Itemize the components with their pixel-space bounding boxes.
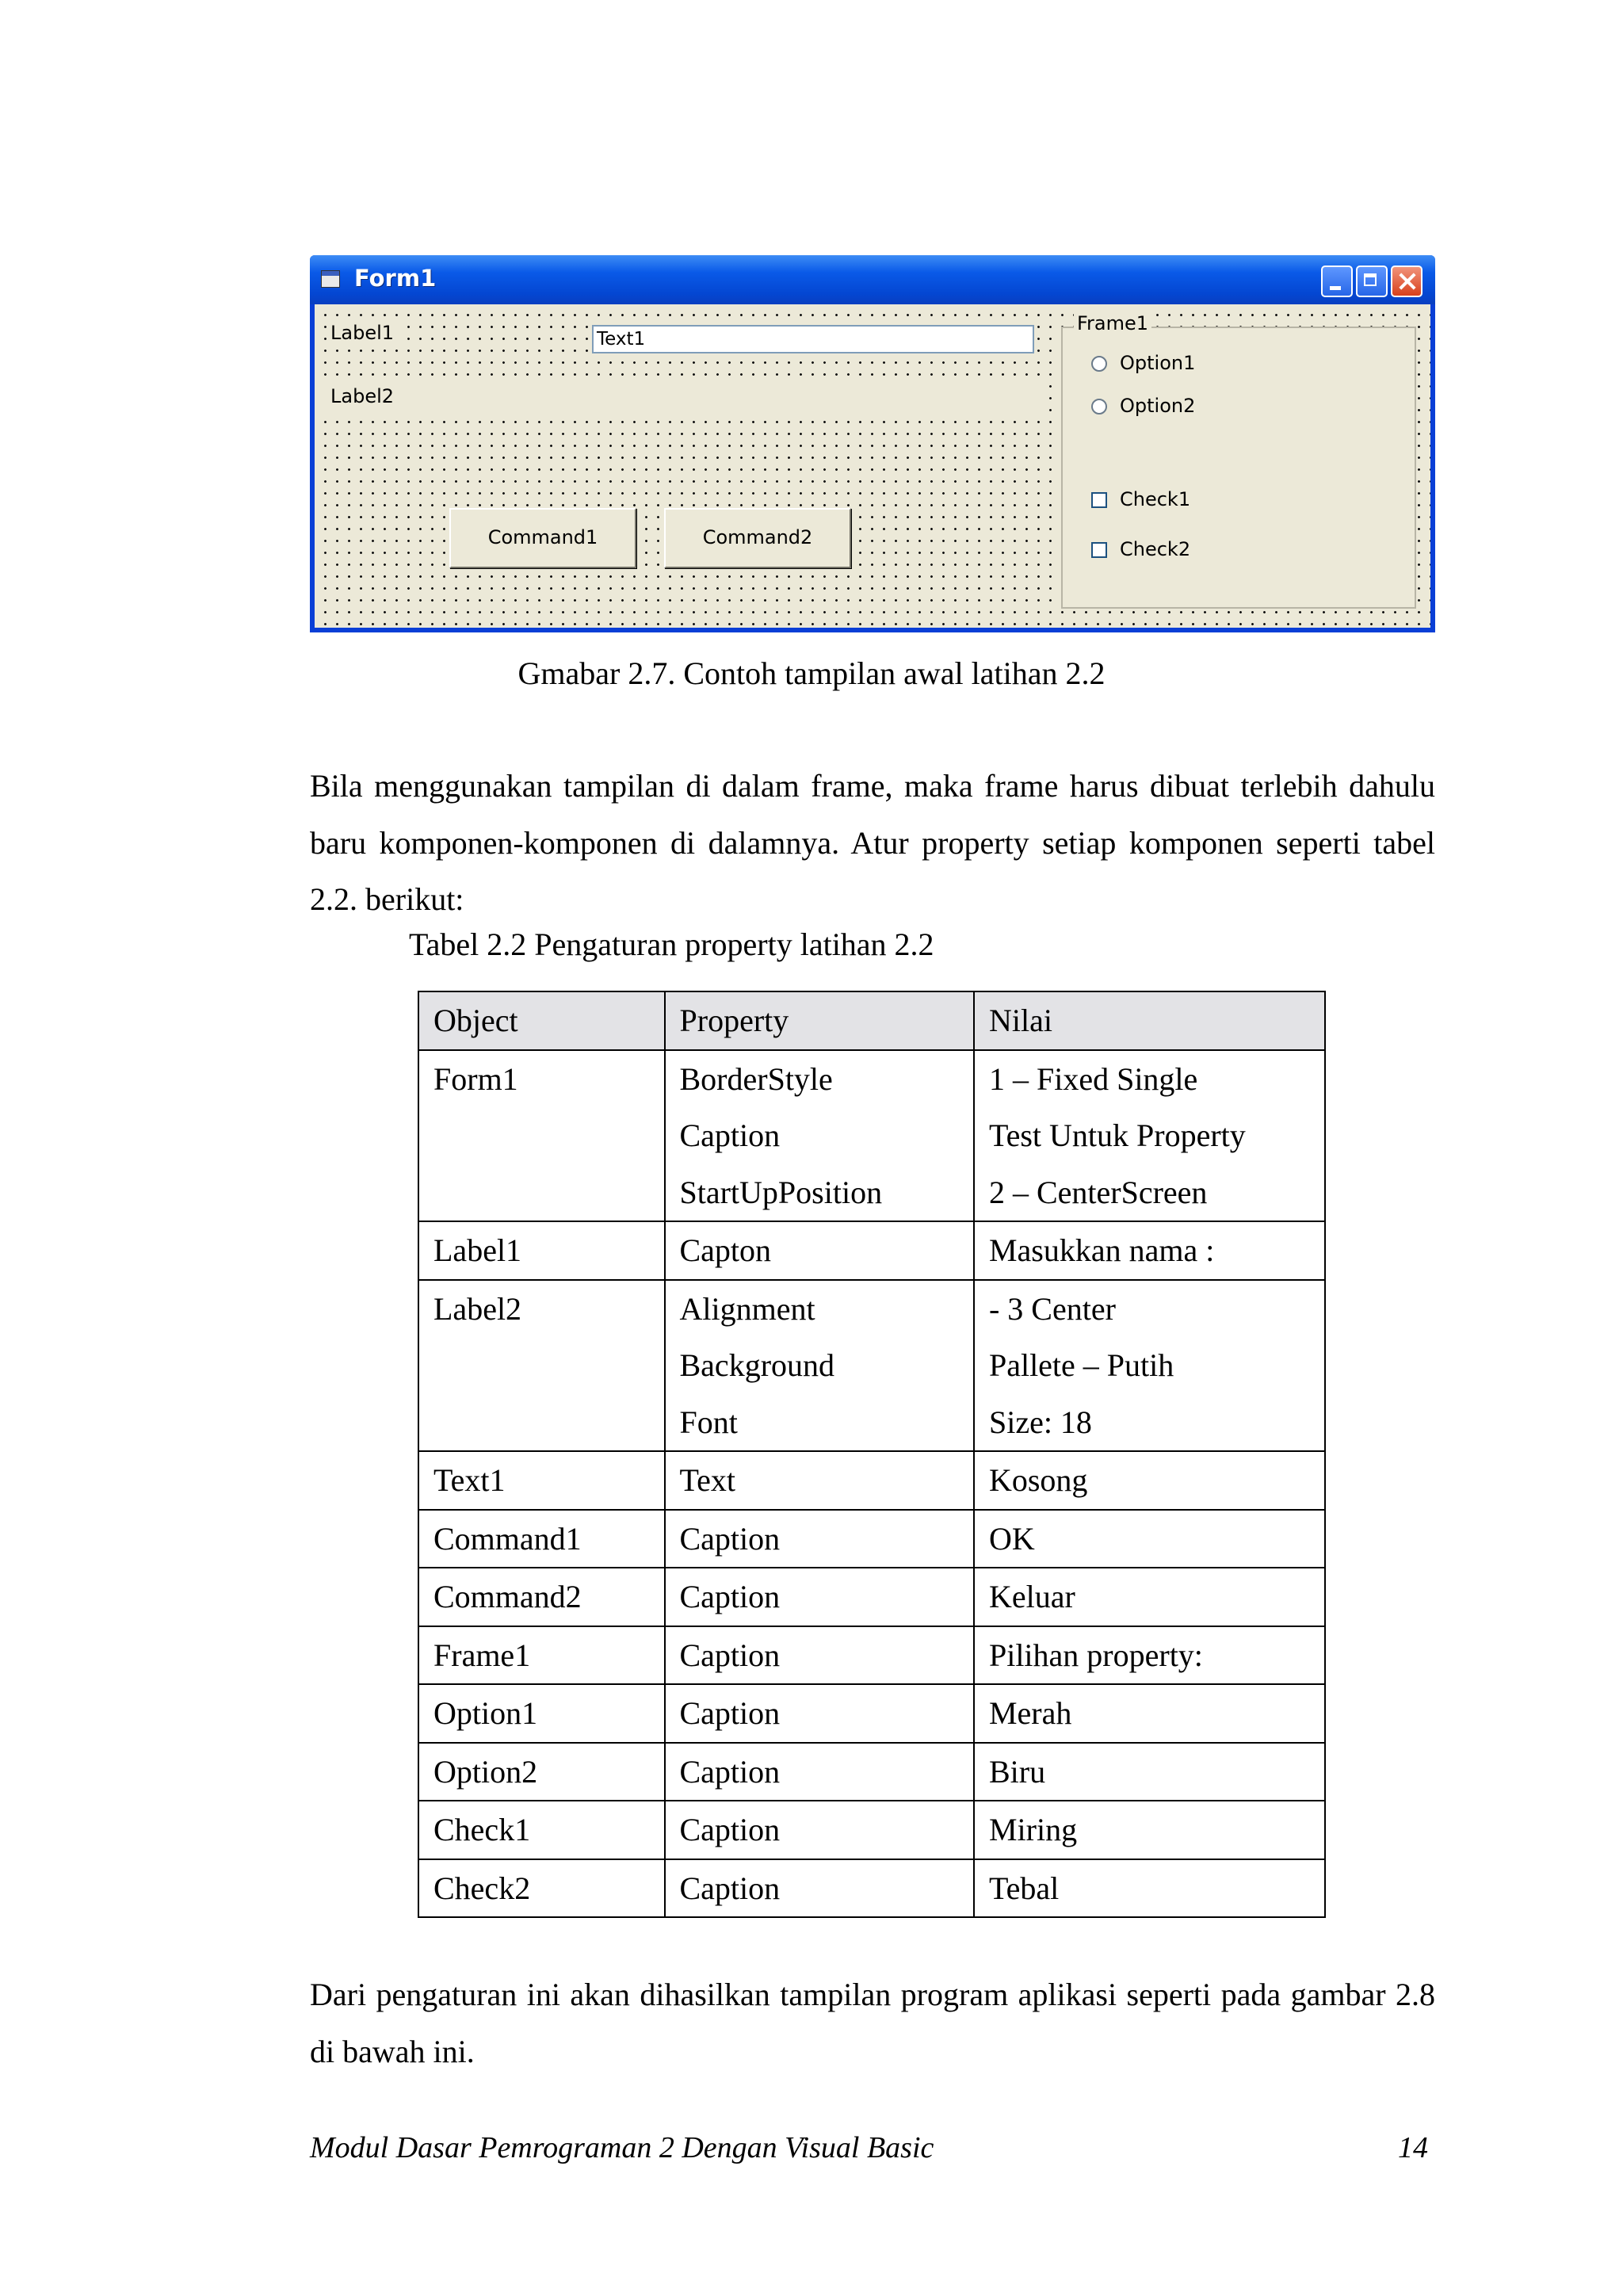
property-line: Caption — [679, 1579, 781, 1614]
value-line: Pilihan property: — [988, 1637, 1203, 1673]
form-icon — [321, 270, 340, 288]
cell-nilai — [974, 1280, 1325, 1452]
cell-object: Label2 — [418, 1280, 665, 1452]
frame1[interactable] — [1061, 312, 1416, 609]
value-line: - 3 Center — [988, 1290, 1116, 1327]
cell-object: Option2 — [418, 1743, 665, 1801]
vb-form-window — [310, 255, 1435, 632]
value-line: Miring — [988, 1812, 1078, 1847]
command1-button[interactable]: Command1 — [449, 508, 636, 568]
maximize-icon[interactable] — [1356, 266, 1388, 297]
property-line: Caption — [679, 1870, 781, 1906]
radio-icon — [1091, 356, 1107, 372]
header-property: Property — [665, 991, 974, 1050]
value-line: Kosong — [988, 1462, 1088, 1498]
check2-checkbox[interactable] — [1091, 538, 1190, 560]
table-body — [418, 1050, 1325, 1918]
property-line: Background — [679, 1347, 835, 1383]
label2[interactable]: Label2 — [315, 385, 1048, 418]
value-line: Merah — [988, 1695, 1072, 1731]
cell-nilai — [974, 1510, 1325, 1568]
property-table — [418, 991, 1326, 1918]
close-icon[interactable] — [1391, 266, 1423, 297]
cell-property — [665, 1510, 974, 1568]
checkbox-icon — [1091, 492, 1107, 508]
property-line: Alignment — [679, 1290, 815, 1327]
table-row — [418, 1684, 1325, 1743]
minimize-icon[interactable] — [1321, 266, 1353, 297]
cell-nilai — [974, 1859, 1325, 1918]
value-line: OK — [988, 1520, 1035, 1557]
value-line: 2 – CenterScreen — [988, 1174, 1208, 1210]
form-titlebar[interactable] — [310, 255, 1435, 304]
cell-object: Command2 — [418, 1568, 665, 1626]
table-header-row — [418, 991, 1325, 1050]
property-line: Font — [679, 1404, 738, 1440]
property-line: Capton — [679, 1232, 772, 1268]
cell-object: Form1 — [418, 1050, 665, 1222]
header-object: Object — [418, 991, 665, 1050]
cell-nilai — [974, 1626, 1325, 1685]
table-row — [418, 1743, 1325, 1801]
property-line: StartUpPosition — [679, 1174, 883, 1210]
value-line: Pallete – Putih — [988, 1347, 1174, 1383]
check1-label: Check1 — [1120, 488, 1191, 510]
value-line: Biru — [988, 1753, 1046, 1790]
check2-label: Check2 — [1120, 538, 1191, 560]
form-title: Form1 — [354, 265, 437, 292]
cell-nilai — [974, 1743, 1325, 1801]
property-line: BorderStyle — [679, 1060, 833, 1097]
value-line: Tebal — [988, 1870, 1060, 1906]
cell-property — [665, 1568, 974, 1626]
cell-property — [665, 1801, 974, 1859]
cell-object: Option1 — [418, 1684, 665, 1743]
option2-label: Option2 — [1120, 395, 1196, 417]
paragraph-result: Dari pengaturan ini akan dihasilkan tampilan program aplikasi seperti pada gambar 2.8 di bawah ini. — [310, 1977, 1435, 2069]
table-row — [418, 1801, 1325, 1859]
page-number: 14 — [1398, 2131, 1428, 2164]
property-line: Caption — [679, 1695, 781, 1731]
cell-object: Frame1 — [418, 1626, 665, 1685]
table-row — [418, 1859, 1325, 1918]
cell-object: Label1 — [418, 1221, 665, 1280]
property-line: Caption — [679, 1812, 781, 1847]
property-line: Caption — [679, 1753, 781, 1790]
check1-checkbox[interactable] — [1091, 488, 1190, 510]
value-line: Masukkan nama : — [988, 1232, 1215, 1268]
table-row — [418, 1568, 1325, 1626]
cell-nilai — [974, 1801, 1325, 1859]
table-row — [418, 1626, 1325, 1685]
radio-icon — [1091, 399, 1107, 415]
value-line: 1 – Fixed Single — [988, 1060, 1198, 1097]
property-line: Text — [679, 1462, 736, 1498]
paragraph-intro: Bila menggunakan tampilan di dalam frame, maka frame harus dibuat terlebih dahulu baru komponen-komponen di dalamnya. Atur property setiap komponen seperti tabel 2.2. berikut: — [310, 768, 1435, 917]
cell-object: Check2 — [418, 1859, 665, 1918]
cell-property — [665, 1743, 974, 1801]
cell-nilai — [974, 1684, 1325, 1743]
cell-property — [665, 1626, 974, 1685]
cell-property — [665, 1451, 974, 1510]
table-row — [418, 1050, 1325, 1222]
cell-nilai — [974, 1568, 1325, 1626]
checkbox-icon — [1091, 542, 1107, 558]
option1-label: Option1 — [1120, 352, 1196, 374]
command2-button[interactable]: Command2 — [664, 508, 851, 568]
value-line: Size: 18 — [988, 1404, 1092, 1440]
option1-radio[interactable] — [1091, 352, 1195, 374]
cell-nilai — [974, 1221, 1325, 1280]
value-line: Test Untuk Property — [988, 1117, 1246, 1153]
table-title: Tabel 2.2 Pengaturan property latihan 2.2 — [409, 926, 934, 962]
value-line: Keluar — [988, 1579, 1075, 1614]
header-nilai: Nilai — [974, 991, 1325, 1050]
label1[interactable]: Label1 — [330, 322, 399, 347]
cell-nilai — [974, 1451, 1325, 1510]
property-line: Caption — [679, 1637, 781, 1673]
cell-property — [665, 1859, 974, 1918]
figure-caption: Gmabar 2.7. Contoh tampilan awal latihan 2.2 — [517, 655, 1106, 691]
cell-property — [665, 1280, 974, 1452]
table-row — [418, 1221, 1325, 1280]
table-row — [418, 1280, 1325, 1452]
property-line: Caption — [679, 1117, 781, 1153]
table-row — [418, 1510, 1325, 1568]
table-row — [418, 1451, 1325, 1510]
cell-property — [665, 1221, 974, 1280]
cell-property — [665, 1050, 974, 1222]
cell-property — [665, 1684, 974, 1743]
cell-object: Command1 — [418, 1510, 665, 1568]
option2-radio[interactable] — [1091, 395, 1195, 417]
cell-object: Text1 — [418, 1451, 665, 1510]
text1-input[interactable]: Text1 — [592, 325, 1034, 353]
cell-nilai — [974, 1050, 1325, 1222]
footer-title: Modul Dasar Pemrograman 2 Dengan Visual Basic — [310, 2131, 934, 2164]
frame1-caption: Frame1 — [1074, 312, 1151, 334]
form-design-surface[interactable] — [315, 304, 1430, 628]
property-line: Caption — [679, 1520, 781, 1557]
cell-object: Check1 — [418, 1801, 665, 1859]
